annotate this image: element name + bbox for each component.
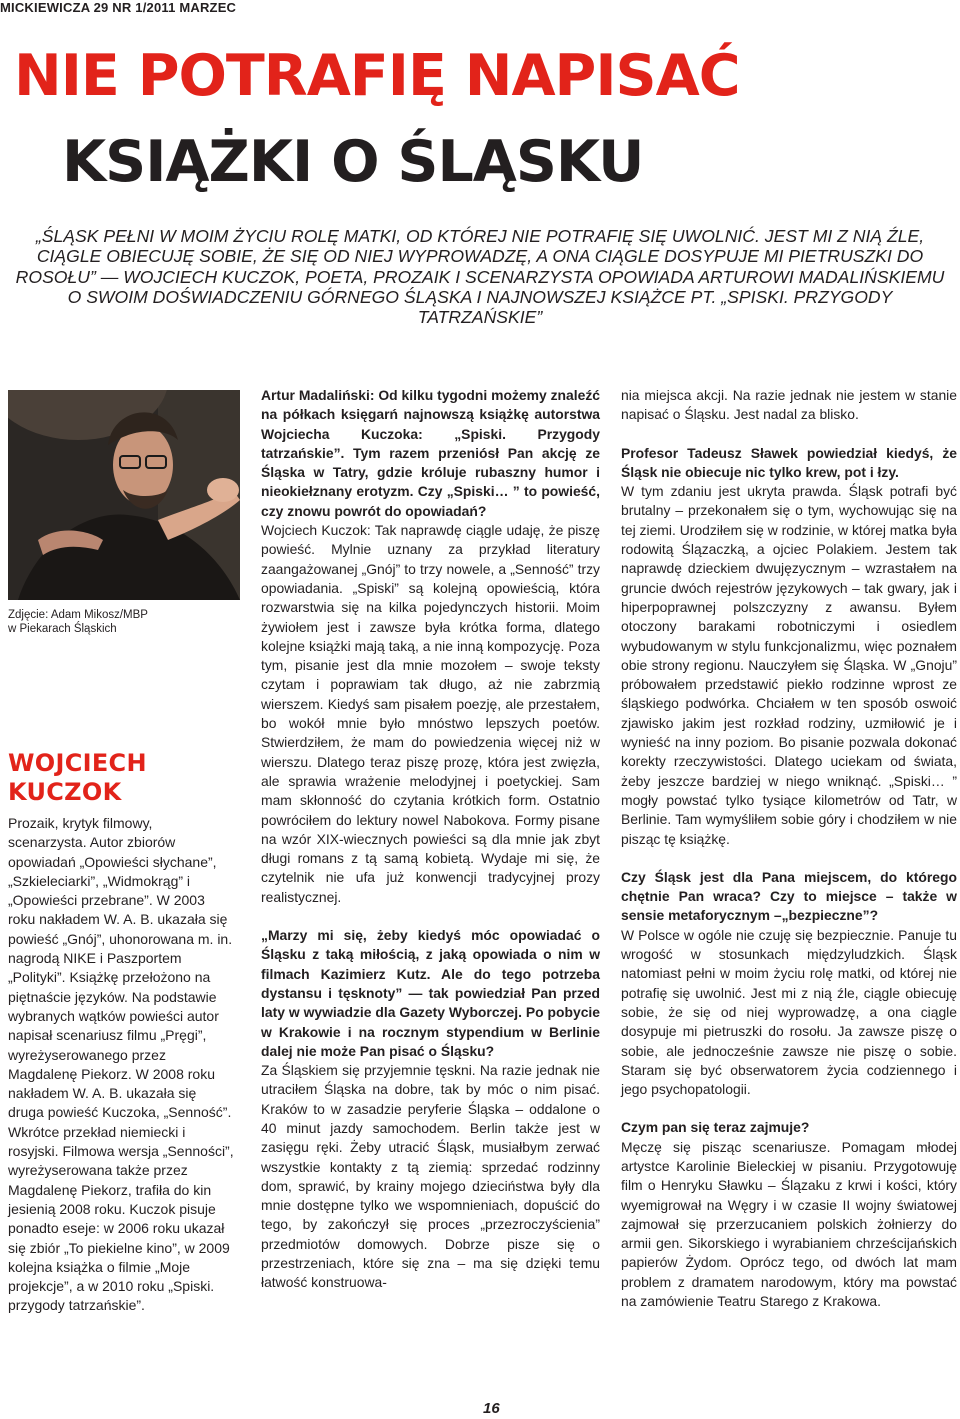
- lead-paragraph: „ŚLĄSK PEŁNI W MOIM ŻYCIU ROLĘ MATKI, OD KTÓREJ NIE POTRAFIĘ SIĘ UWOLNIĆ. JEST MI Z NIĄ ŹLE, CIĄGLE OBIECUJĘ SOBIE, ŻE SIĘ OD NIEJ WYPROWADZĘ, A ONA CIĄGLE DOSYPUJE MI PIETRUSZKI DO ROSOŁU” — WOJCIECH KUCZOK, POETA, PROZAIK I SCENARZYSTA OPOWIADA ARTUROWI MADALIŃSKIEMU O SWOIM DOŚWIADCZENIU GÓRNEGO ŚLĄSKA I NAJNOWSZEJ KSIĄŻCE PT. „SPISKI. PRZYGODY TATRZAŃSKIE”: [15, 226, 945, 328]
- question-4: Czy Śląsk jest dla Pana miejscem, do którego chętnie Pan wraca? Czy to miejsce – także w sensie metaforycznym –„bezpieczne”?: [621, 868, 957, 924]
- question-3: Profesor Tadeusz Sławek powiedział kiedyś, że Śląsk nie obiecuje nic tylko krew, pot i łzy.: [621, 444, 957, 480]
- profile-name: [8, 749, 147, 807]
- question-2: „Marzy mi się, żeby kiedyś móc opowiadać o Śląsku z taką miłością, z jaką opowiada o nim w filmach Kazimierz Kutz. Ale do tego potrzeba dystansu i tęsknoty” — tak powiedział Pan przed laty w wywiadzie dla Gazety Wyborczej. Po pobycie w Krakowie i na rocznym stypendium w Berlinie dalej nie może Pan pisać o Śląsku?: [261, 927, 600, 1059]
- question-1: Artur Madaliński: Od kilku tygodni możemy znaleźć na półkach księgarń najnowszą książkę autorstwa Wojciecha Kuczoka: „Spiski. Przygody tatrzańskie”. Tym razem przeniósł Pan akcję ze Śląska w Tatry, gdzie króluje rubaszny humor i nieokiełznany erotyzm. Czy „Spiski… ” to powieść, czy znowu powrót do opowiadań?: [261, 387, 600, 519]
- author-photo-image: [8, 390, 240, 600]
- photo-caption-line-2: w Piekarach Śląskich: [8, 623, 117, 635]
- magazine-header: MICKIEWICZA 29 NR 1/2011 MARZEC: [0, 0, 237, 15]
- interview-column-3: [621, 386, 957, 1311]
- photo-caption-line-1: Zdjęcie: Adam Mikosz/MBP: [8, 609, 148, 621]
- answer-3: W tym zdaniu jest ukryta prawda. Śląsk potrafi być brutalny – przekonałem się o tym, wychowując się na tej ziemi. Urodziłem się w rodzinie, w której matka była rodowitą Ślązaczką, a ojciec Polakiem. Jestem tak naprawdę dzieckiem dwujęzycznym – wzrastałem na gruncie dwóch rejestrów językowych – tak gwary, jak i hiperpoprawnej polszczyzny z awansu. Byłem otoczony barakami robotniczymi i osiedlem wybudowanym w stylu funkcjonalizmu, więc poznałem obie strony regionu. Nauczyłem się Śląska. W „Gnoju” próbowałem przedstawić piekło rodzinne wprost ze śląskiego podwórka. Chciałem w ten sposób oswoić zjawisko jakim jest rozkład rodziny, uzmiłowić je i wynieść na inny poziom. Bo pisanie pozwala dokonać korekty rzeczywistości. Dlatego uciekam od świata, żeby jeszcze bardziej w niego wniknąć. „Spiski… ” mogły powstać tylko tysiące kilometrów od Tatr, w Berlinie. Tam wymyśliłem sobie góry i chodziłem w nie pisząc tę książkę.: [621, 483, 957, 847]
- headline-line-1: NIE POTRAFIĘ NAPISAĆ: [14, 43, 740, 109]
- answer-2-continued: nia miejsca akcji. Na razie jednak nie jestem w stanie napisać o Śląsku. Jest nadal za blisko.: [621, 387, 957, 423]
- answer-2: Za Śląskiem się przyjemnie tęskni. Na razie jednak nie utraciłem Śląska na dobre, tak by móc o nim pisać. Kraków to w zasadzie peryferie Śląska – oddalone o 40 minut jazdy samochodem. Berlin także jest w zasięgu ręki. Żeby utracić Śląsk, musiałbym zerwać wszystkie kontakty z tą ziemią: sprzedać rodzinny dom, sprawić, by krainy mojego dzieciństwa były dla mnie dostępne tylko we wspomnieniach, dopuścić do tego, by zakończył się proces „przezroczyścienia” przedmiotów domowych. Dobrze pisze się o przestrzeniach, które się zna – ma się dzięki temu łatwość konstruowa-: [261, 1062, 600, 1291]
- answer-1: Wojciech Kuczok: Tak naprawdę ciągle udaję, że piszę powieść. Mylnie uznany za przykład literatury zaangażowanej „Gnój” to trzy nowele, a „Senność” trzy opowiadania. „Spiski” są kolejną opowieścią, która rozwarstwia się na kilka pojedynczych historii. Moim żywiołem jest i zawsze była krótka forma, dlatego kolejne książki mają taką, a nie inną kompozycję. Poza tym, pisanie jest dla mnie mozołem – swoje teksty czytam i poprawiam tak długo, aż nie zabrzmią wierszem. Kiedyś sam pisałem poezję, ale przestałem, bo wokół mnie było mnóstwo lepszych poetów. Stwierdziłem, że mam do powiedzenia więcej niż w wierszu. Dlatego teraz piszę prozę, która jest zwięzła, ale sprawia wrażenie melodyjnej i poetyckiej. Sam mam skłonność do czytania krótkich form. Ostatnio powróciłem do lektury nowel Nabokova. Formy pisane na wzór XIX-wiecznych powieści są dla mnie jak zbyt długi romans z tą samą kobietą. Wydaje mi się, że czytelnik nie ufa już konwencji tradycyjnej prozy realistycznej.: [261, 522, 600, 905]
- answer-4: W Polsce w ogóle nie czuję się bezpiecznie. Panuje tu wrogość w stosunkach międzyludzkich. Śląsk natomiast pełni w moim życiu rolę matki, od której nie potrafię się uwolnić. Jest mi z nią źle, ciągle obiecuję sobie, że się od niej wyprowadzę, a ona ciągle dosypuje mi pietruszki do rosołu. Ja zawsze piszę o sobie, ale jednocześnie zawsze nie piszę o sobie. Staram się być obserwatorem życia codziennego i jego psychopatologii.: [621, 926, 957, 1098]
- profile-name-first: WOJCIECH: [8, 749, 147, 777]
- question-5: Czym pan się teraz zajmuje?: [621, 1119, 810, 1136]
- author-photo: [8, 390, 240, 600]
- answer-5: Męczę się pisząc scenariusze. Pomagam młodej artystce Karolinie Bieleckiej w pisaniu. Przygotowuję film o Henryku Sławku – Ślązaku z krwi i kości, który wyemigrował na Węgry i w czasie II wojny światowej zajmował się przerzucaniem polskich żołnierzy do armii gen. Sikorskiego i wyrabianiem chrześcijańskich papierów Żydom. Oprócz tego, od dwóch lat mam problem z dramatem narodowym, który ma powstać na zamówienie Teatru Starego z Krakowa.: [621, 1138, 957, 1310]
- profile-bio: Prozaik, krytyk filmowy, scenarzysta. Autor zbiorów opowiadań „Opowieści słychane”, „Szkieleciarki”, „Widmokrąg” i „Opowieści przebrane”. W 2003 roku nakładem W. A. B. ukazała się powieść „Gnój”, uhonorowana m. in. nagrodą NIKE i Paszportem „Polityki”. Książkę przełożono na piętnaście języków. Na podstawie wybranych wątków powieści autor napisał scenariusz filmu „Pręgi”, wyreżyserowanego przez Magdalenę Piekorz. W 2008 roku nakładem W. A. B. ukazała się druga powieść Kuczoka, „Senność”. Wkrótce przekład niemiecki i rosyjski. Filmowa wersja „Senności”, wyreżyserowana także przez Magdalenę Piekorz, trafiła do kin jesienią 2008 roku. Kuczok pisuje ponadto eseje: w 2006 roku ukazał się zbiór „To piekielne kino”, w 2009 kolejna książka o filmie „Moje projekcje”, a w 2010 roku „Spiski. przygody tatrzańskie”.: [8, 815, 234, 1314]
- photo-caption: [8, 608, 208, 636]
- interview-column-2: [261, 386, 600, 1293]
- profile-name-last: KUCZOK: [8, 778, 122, 806]
- headline-line-2: KSIĄŻKI O ŚLĄSKU: [62, 129, 644, 195]
- page-number: 16: [483, 1400, 500, 1417]
